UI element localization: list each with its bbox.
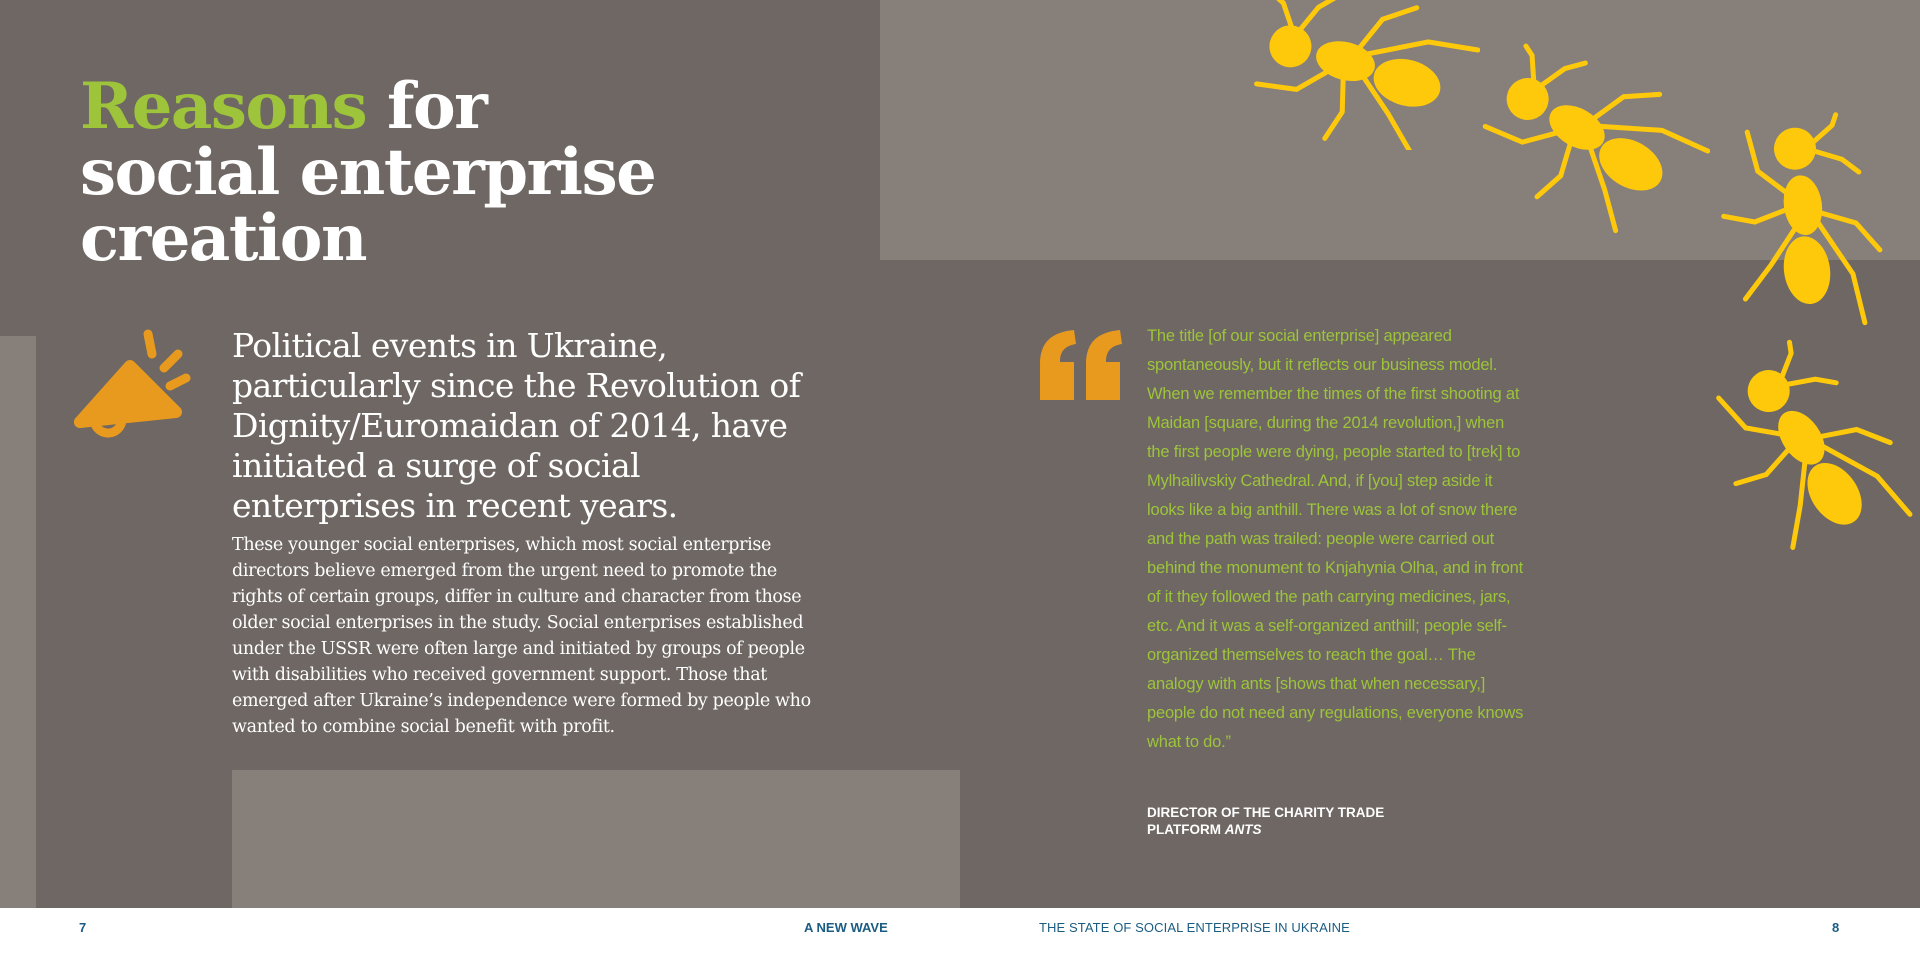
page-number-right: 8	[1832, 920, 1840, 935]
page-footer	[0, 908, 1920, 960]
title-line-2: social enterprise	[80, 135, 656, 210]
megaphone-icon	[72, 324, 192, 444]
ant-illustration-1	[1240, 0, 1480, 150]
title-line-3: creation	[80, 201, 366, 276]
quote-mark-icon	[1038, 330, 1122, 400]
page-number-left: 7	[79, 920, 87, 935]
footer-right-title: THE STATE OF SOCIAL ENTERPRISE IN UKRAINE	[1039, 920, 1350, 935]
title-accent: Reasons	[80, 69, 367, 144]
ant-illustration-2	[1470, 30, 1710, 240]
ant-illustration-4	[1700, 330, 1920, 570]
ant-illustration-3	[1700, 100, 1910, 340]
attribution-role: DIRECTOR OF THE CHARITY TRADE PLATFORM	[1147, 805, 1385, 837]
footer-left-title: A NEW WAVE	[804, 920, 888, 935]
page-title	[80, 69, 656, 276]
bottom-panel	[232, 770, 960, 908]
quote-attribution	[1147, 804, 1407, 838]
attribution-name: ANTS	[1224, 822, 1262, 837]
left-strip-panel	[0, 336, 36, 908]
body-paragraph: These younger social enterprises, which most social enterprise directors believe emerged from the urgent need to promote the rights of certain groups, differ in culture and character from those older social enterprises in the study. Social enterprises established under the USSR were often large and initiated by groups of people with disabilities who received government support. Those that emerged after Ukraine’s independence were formed by people who wanted to combine social benefit with profit.	[232, 535, 811, 737]
title-rest: for	[366, 69, 487, 144]
lead-paragraph: Political events in Ukraine, particularly since the Revolution of Dignity/Euromaidan of 2014, have initiated a surge of social enterprises in recent years.	[232, 326, 801, 525]
quote-text: The title [of our social enterprise] appeared spontaneously, but it reflects our business model. When we remember the times of the first shooting at Maidan [square, during the 2014 revolution,] when the first people were dying, people started to [trek] to Mylhailivskiy Cathedral. And, if [you] step aside it looks like a big anthill. There was a lot of snow there and the path was trailed: people were carried out behind the monument to Knjahynia Olha, and in front of it they followed the path carrying medicines, jars, etc. And it was a self-organized anthill; people self-organized themselves to reach the goal… The analogy with ants [shows that when necessary,] people do not need any regulations, everyone knows what to do.”	[1147, 327, 1524, 751]
